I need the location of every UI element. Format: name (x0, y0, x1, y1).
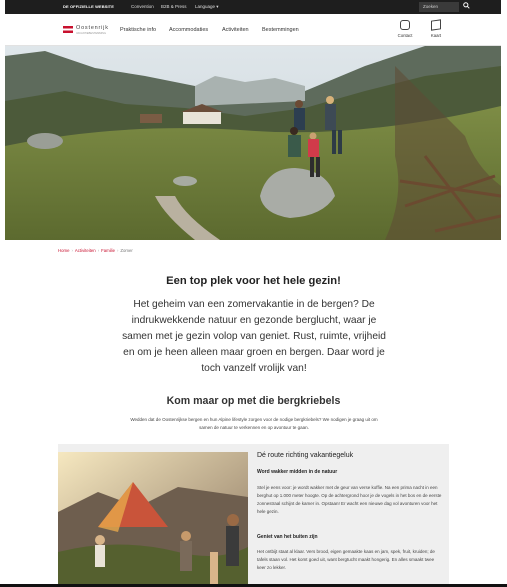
map-label: Kaart (430, 33, 442, 38)
section-wake-up-text: Stel je eens voor: je wordt wakker met de geur van verse koffie. Na een prima nacht in een berghut op 1.000 meter hoogte. Op de achtergrond hoor je de vogels in het bos en de eerste zonnestraal schijnt de kamer in. Opstaan! Er wacht een nieuwe dag vol avonturen voor het hele gezin. (257, 485, 442, 514)
section-outdoors-title: Geniet van het buiten zijn (257, 534, 318, 540)
main-navigation (5, 14, 501, 46)
contact-button[interactable] (394, 20, 416, 38)
lead-paragraph: Het geheim van een zomervakantie in de bergen? De indrukwekkende natuur en gezonde berglucht, waar je samen met je gezin volop van geniet. Rust, ruimte, vrijheid en om je heen alleen maar groen en bergen. Daar word je toch vanzelf vrolijk van! (122, 299, 386, 374)
section-wake-up-title: Word wakker midden in de natuur (257, 469, 338, 475)
nav-item-accommodaties[interactable]: Accommodaties (169, 27, 209, 33)
breadcrumb-home[interactable]: Home (58, 248, 70, 253)
section-outdoors-text: Het ontbijt staat al klaar. Vers brood, eigen gemaakte kaas en jam, spek, fruit, kruiden; de tafels staan vol. Het komt goed uit, want bergtucht maakt hongerig. En alles smaakt twee keer zo lekker. (257, 549, 435, 570)
section-subtitle: Kom maar op met die bergkriebels (166, 395, 341, 407)
top-bar (5, 0, 501, 14)
family-camping-photo (58, 452, 248, 587)
official-website-label: DE OFFIZIELLE WEBSITE (63, 4, 114, 9)
map-button[interactable] (425, 20, 447, 38)
hero-image (5, 46, 501, 240)
b2b-press-link[interactable]: B2B & Press (161, 4, 187, 9)
contact-label: Contact (397, 33, 413, 38)
convention-link[interactable]: Convention (131, 4, 154, 9)
search-input[interactable]: Zoeken (419, 2, 459, 12)
breadcrumb-activiteiten[interactable]: Activiteiten (74, 248, 96, 253)
breadcrumb (58, 248, 133, 253)
search-icon[interactable] (461, 2, 471, 12)
breadcrumb-separator: › (71, 248, 73, 253)
chevron-down-icon: ▾ (216, 4, 219, 9)
breadcrumb-separator: › (116, 248, 119, 253)
intro-paragraph: Wedden dat de Oostenrijkse bergen en hun Alpine lifestyle zorgen voor de nodige bergkriebels? We nodigen je graag uit om samen de natuur te verkennen en op avontuur te gaan. (130, 417, 378, 430)
nav-item-activiteiten[interactable]: Activiteiten (222, 27, 249, 33)
breadcrumb-current: Zomer (120, 248, 133, 253)
flag-icon (63, 26, 73, 33)
route-content-box (58, 444, 449, 587)
breadcrumb-familie[interactable]: Familie (101, 248, 115, 253)
page-title: Een top plek voor het hele gezin! (166, 275, 341, 287)
austria-logo[interactable] (63, 24, 113, 38)
nav-item-bestemmingen[interactable]: Bestemmingen (262, 27, 299, 33)
language-label: Language (195, 4, 216, 9)
logo-tagline: VAKANTIEBESTEMMING (76, 32, 107, 35)
chat-icon (400, 20, 410, 30)
route-title: Dé route richting vakantiegeluk (257, 452, 354, 459)
language-selector[interactable] (195, 4, 219, 10)
map-icon (431, 19, 441, 30)
breadcrumb-separator: › (97, 248, 100, 253)
nav-item-praktische-info[interactable]: Praktische info (120, 27, 157, 33)
logo-wordmark: Oostenrijk (76, 25, 109, 31)
